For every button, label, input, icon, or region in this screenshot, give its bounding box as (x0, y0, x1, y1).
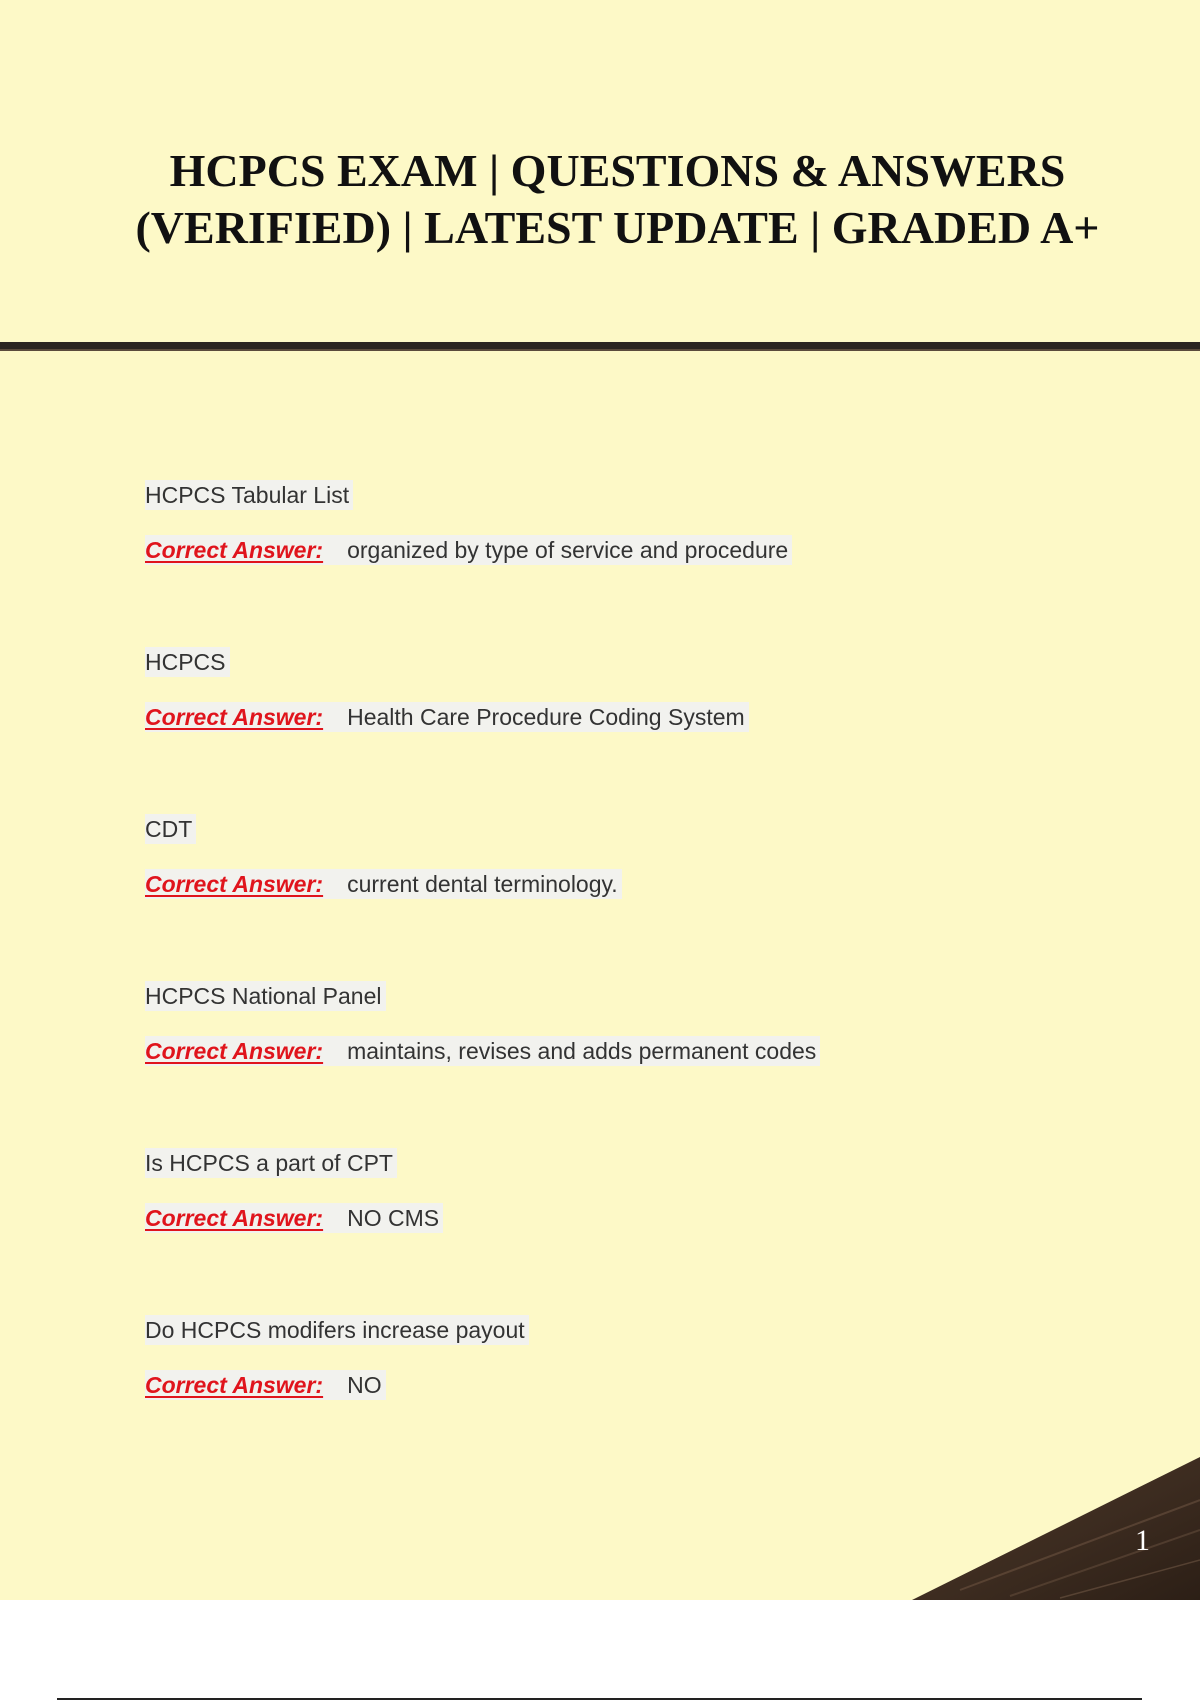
page-number: 1 (1135, 1524, 1150, 1557)
answer-6: NO (347, 1370, 386, 1400)
answer-label: Correct Answer: (145, 1036, 347, 1066)
answer-label: Correct Answer: (145, 869, 347, 899)
question-1: HCPCS Tabular List (145, 480, 353, 510)
answer-label: Correct Answer: (145, 1370, 347, 1400)
answer-label: Correct Answer: (145, 702, 347, 732)
answer-1: organized by type of service and procedure (347, 535, 792, 565)
question-6: Do HCPCS modifers increase payout (145, 1315, 529, 1345)
answer-4: maintains, revises and adds permanent codes (347, 1036, 820, 1066)
answer-label: Correct Answer: (145, 1203, 347, 1233)
answer-2: Health Care Procedure Coding System (347, 702, 749, 732)
question-5: Is HCPCS a part of CPT (145, 1148, 397, 1178)
answer-3: current dental terminology. (347, 869, 622, 899)
question-2: HCPCS (145, 647, 230, 677)
answer-label: Correct Answer: (145, 535, 347, 565)
answer-5: NO CMS (347, 1203, 443, 1233)
page-title: HCPCS EXAM | QUESTIONS & ANSWERS (VERIFIED) | LATEST UPDATE | GRADED A+ (135, 145, 1100, 253)
question-4: HCPCS National Panel (145, 981, 386, 1011)
question-3: CDT (145, 814, 196, 844)
